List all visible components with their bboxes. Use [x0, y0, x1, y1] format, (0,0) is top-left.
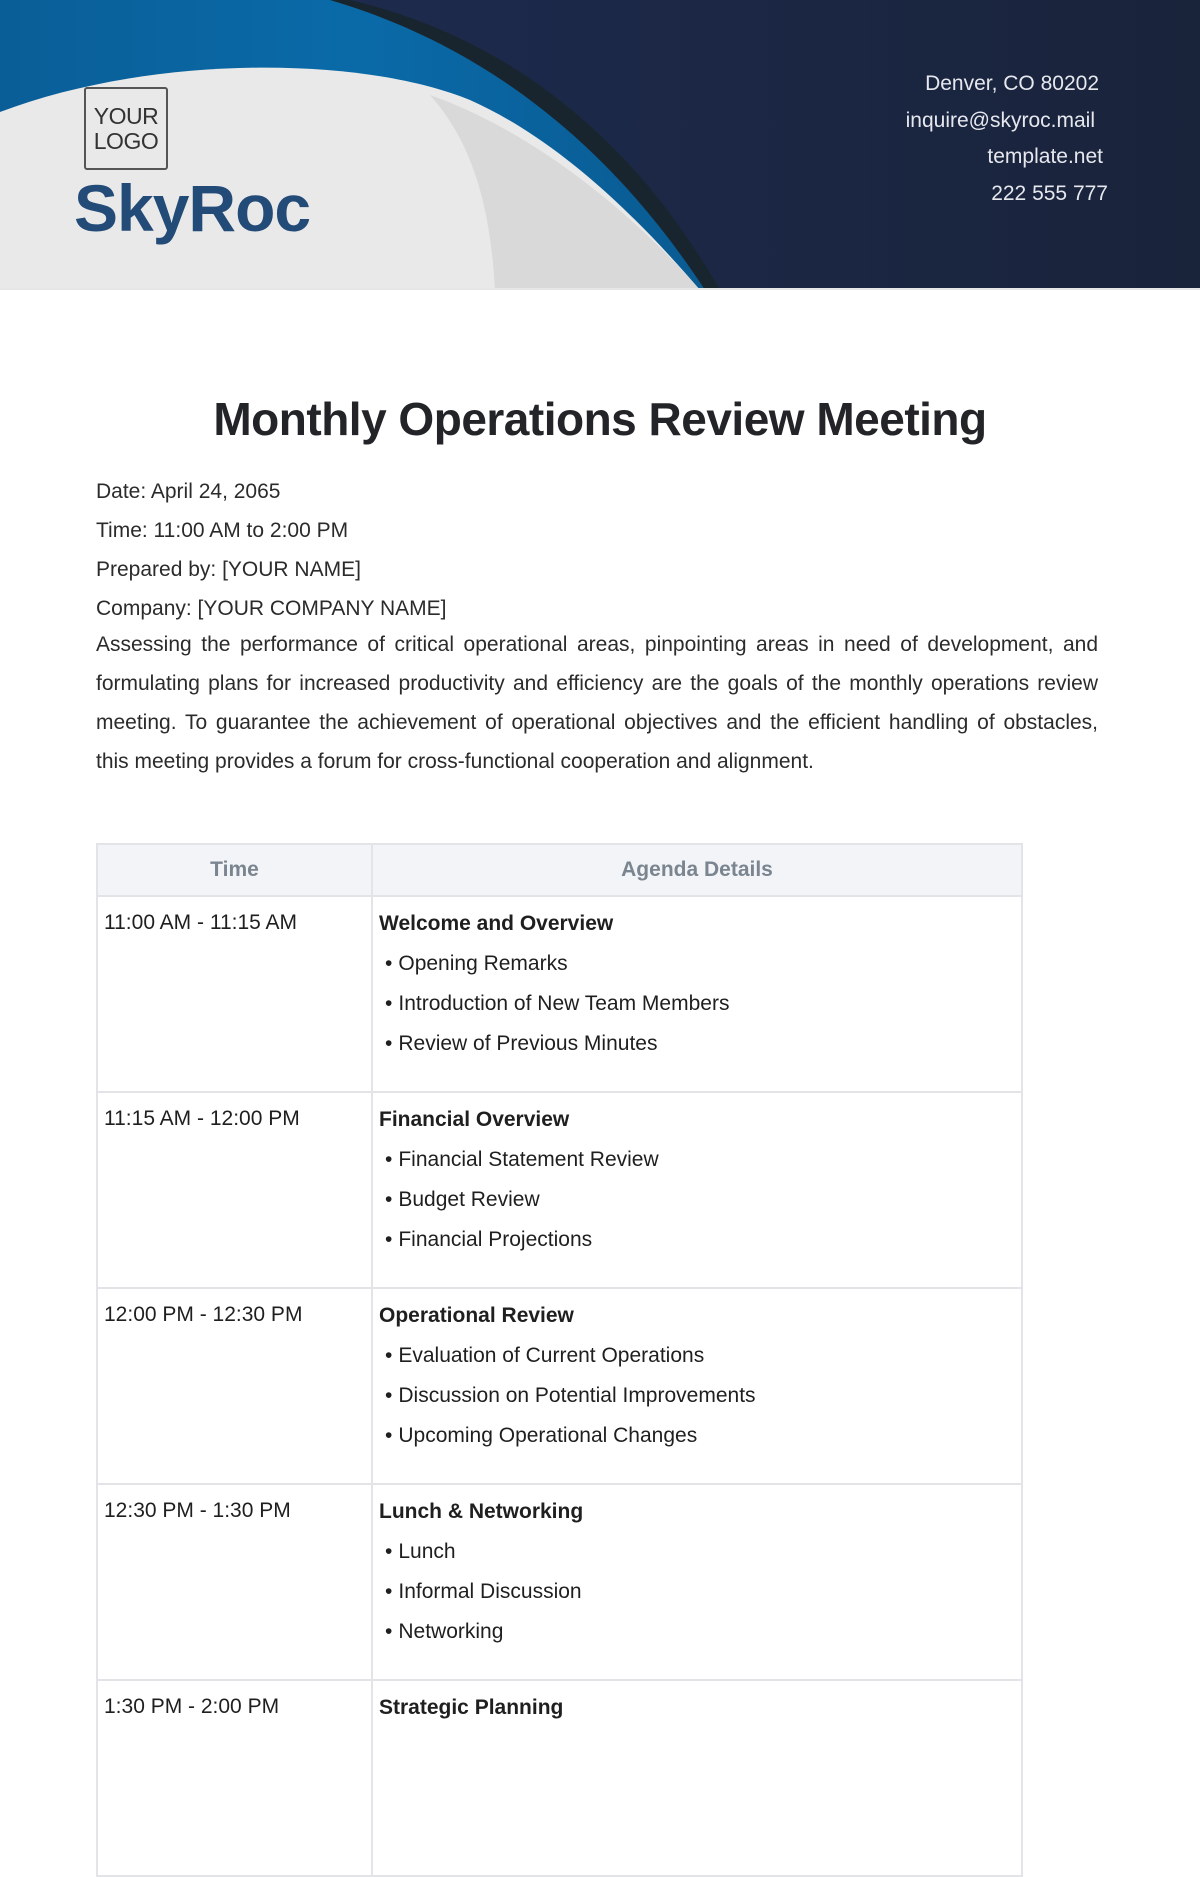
row-details [372, 896, 1022, 1092]
row-time: 11:00 AM - 11:15 AM [97, 896, 372, 1092]
agenda-bullet: • Networking [379, 1619, 1015, 1645]
row-time: 12:30 PM - 1:30 PM [97, 1484, 372, 1680]
prepared-by: Prepared by: [YOUR NAME] [96, 558, 361, 581]
contact-info [906, 66, 1108, 212]
row-details [372, 1680, 1022, 1876]
agenda-item-title: Strategic Planning [379, 1696, 564, 1719]
logo-line-1: YOUR [93, 102, 159, 129]
contact-phone: 222 555 777 [991, 181, 1108, 205]
contact-email[interactable]: inquire@skyroc.mail [905, 108, 1095, 132]
agenda-bullet: • Lunch [379, 1539, 1015, 1565]
company-brand-name: SkyRoc [74, 171, 311, 245]
agenda-item-title: Financial Overview [379, 1108, 570, 1131]
table-row [97, 1484, 1022, 1680]
logo-placeholder [84, 87, 168, 170]
agenda-bullet: • Evaluation of Current Operations [379, 1343, 1015, 1369]
agenda-bullet: • Discussion on Potential Improvements [379, 1383, 1015, 1409]
agenda-bullet: • Financial Statement Review [379, 1147, 1015, 1173]
table-row [97, 896, 1022, 1092]
agenda-bullet: • Opening Remarks [379, 951, 1015, 977]
table-row [97, 1092, 1022, 1288]
table-header-row [97, 844, 1022, 896]
meeting-time: Time: 11:00 AM to 2:00 PM [96, 519, 349, 542]
agenda-bullet: • Introduction of New Team Members [379, 991, 1015, 1017]
agenda-bullet: • Informal Discussion [379, 1579, 1015, 1605]
agenda-bullet: • Financial Projections [379, 1227, 1015, 1253]
table-row [97, 1288, 1022, 1484]
agenda-bullet: • Upcoming Operational Changes [379, 1423, 1015, 1449]
row-details [372, 1288, 1022, 1484]
row-details [372, 1484, 1022, 1680]
page-title: Monthly Operations Review Meeting [213, 393, 987, 445]
row-details [372, 1092, 1022, 1288]
column-header-agenda-details: Agenda Details [372, 844, 1022, 896]
logo-line-2: LOGO [93, 127, 159, 154]
contact-website[interactable]: template.net [987, 145, 1103, 168]
contact-address: Denver, CO 80202 [925, 72, 1099, 95]
table-row [97, 1680, 1022, 1876]
column-header-time: Time [97, 844, 372, 896]
letterhead-header [0, 0, 1200, 290]
agenda-item-title: Lunch & Networking [379, 1500, 584, 1523]
agenda-bullet: • Review of Previous Minutes [379, 1031, 1015, 1057]
row-time: 1:30 PM - 2:00 PM [97, 1680, 372, 1876]
meeting-details [96, 472, 446, 628]
company-name: Company: [YOUR COMPANY NAME] [96, 597, 447, 620]
agenda-bullet: • Budget Review [379, 1187, 1015, 1213]
agenda-item-title: Welcome and Overview [379, 912, 614, 935]
intro-paragraph: Assessing the performance of critical operational areas, pinpointing areas in need of development, and formulating plans for increased productivity and efficiency are the goals of the monthly operations review meeting. To guarantee the achievement of operational objectives and the efficient handling of obstacles, this meeting provides a forum for cross-functional cooperation and alignment. [96, 633, 1098, 773]
agenda-table [96, 843, 1023, 1877]
agenda-item-title: Operational Review [379, 1304, 574, 1327]
row-time: 12:00 PM - 12:30 PM [97, 1288, 372, 1484]
meeting-date: Date: April 24, 2065 [96, 480, 281, 503]
row-time: 11:15 AM - 12:00 PM [97, 1092, 372, 1288]
